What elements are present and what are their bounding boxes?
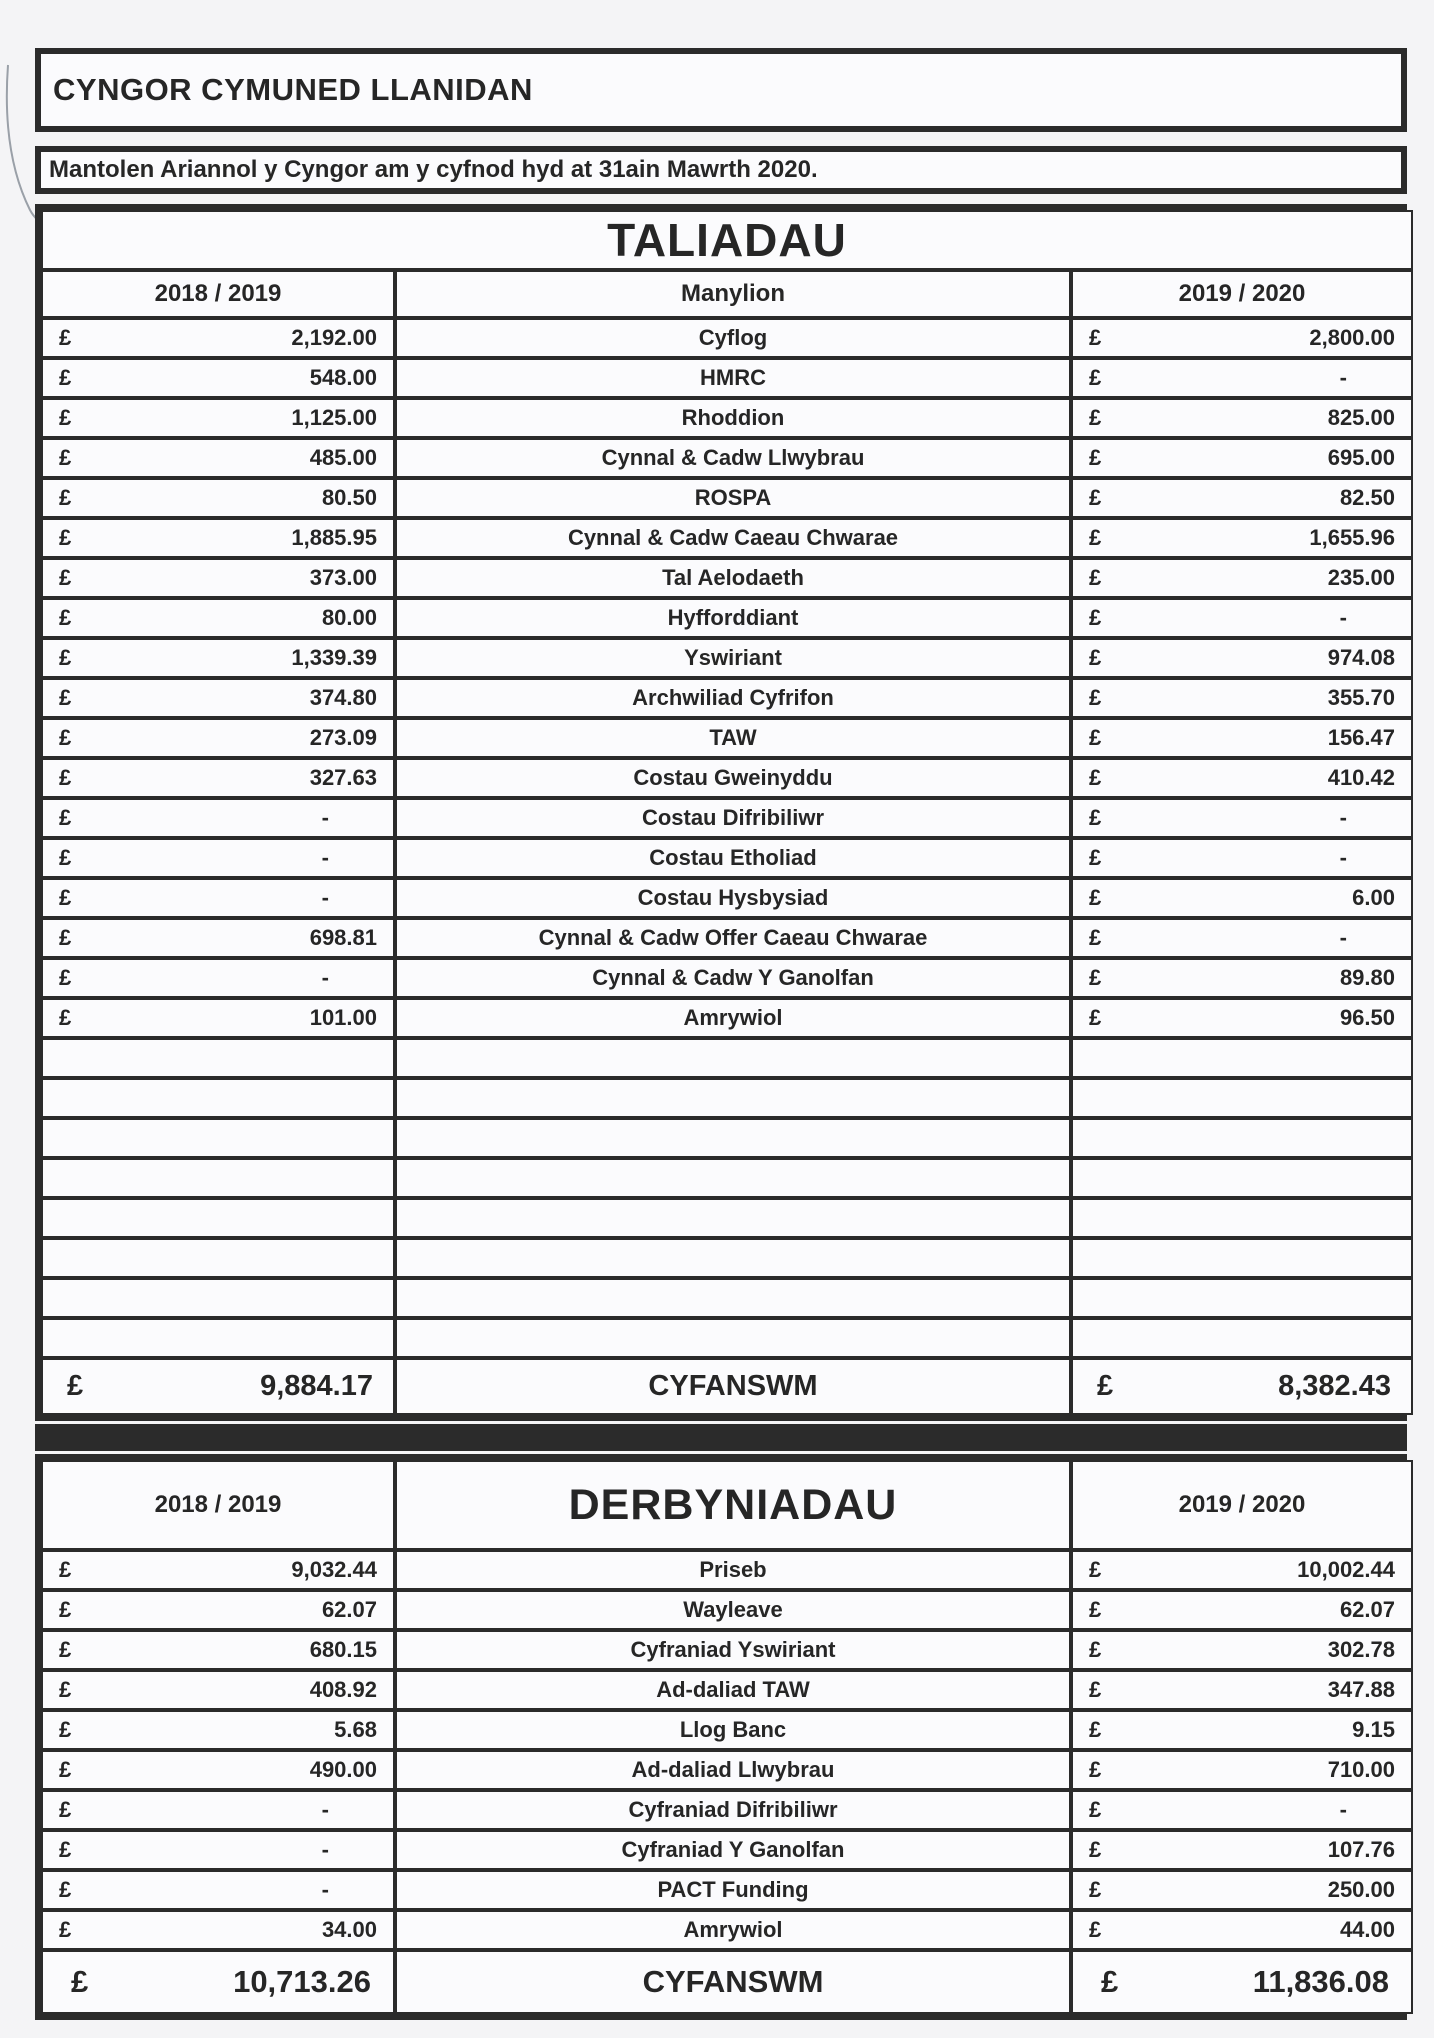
amount-cell-2019-2020 — [1071, 958, 1413, 998]
amount-cell-2019-2020 — [1071, 318, 1413, 358]
pound-sign: £ — [1089, 1837, 1102, 1862]
pound-sign: £ — [59, 1597, 72, 1622]
amount-cell-2018-2019 — [41, 558, 395, 598]
pound-sign: £ — [67, 1370, 84, 1402]
amount-value: - — [321, 845, 329, 870]
amount-value: 89.80 — [1339, 965, 1395, 990]
amount-value: 355.70 — [1327, 685, 1395, 710]
pound-sign: £ — [1089, 1877, 1102, 1902]
amount-cell-2018-2019 — [41, 798, 395, 838]
amount-value: 5.68 — [334, 1717, 377, 1742]
amount-value: 10,713.26 — [233, 1964, 371, 1999]
pound-sign: £ — [59, 925, 72, 950]
amount-cell-2019-2020 — [1071, 518, 1413, 558]
pound-sign: £ — [1089, 1797, 1102, 1822]
pound-sign: £ — [1089, 1005, 1102, 1030]
amount-cell-2018-2019 — [41, 958, 395, 998]
detail-cell: Llog Banc — [395, 1710, 1071, 1750]
pound-sign: £ — [59, 405, 72, 430]
scanned-page — [35, 48, 1407, 2020]
empty-cell — [395, 1238, 1071, 1278]
taliadau-table — [35, 204, 1407, 1421]
amount-value: 327.63 — [309, 765, 377, 790]
amount-value: - — [1339, 805, 1347, 830]
derbyniadau-title: DERBYNIADAU — [395, 1460, 1071, 1550]
amount-value: - — [321, 885, 329, 910]
amount-cell-2019-2020 — [1071, 1750, 1413, 1790]
amount-value: 235.00 — [1327, 565, 1395, 590]
amount-value: 485.00 — [309, 445, 377, 470]
pound-sign: £ — [1089, 1917, 1102, 1942]
amount-cell-2018-2019 — [41, 638, 395, 678]
pound-sign: £ — [1089, 925, 1102, 950]
pound-sign: £ — [1089, 1557, 1102, 1582]
amount-value: 107.76 — [1327, 1837, 1395, 1862]
empty-cell — [1071, 1078, 1413, 1118]
amount-value: 410.42 — [1327, 765, 1395, 790]
amount-cell-2018-2019 — [41, 1630, 395, 1670]
pound-sign: £ — [59, 1797, 72, 1822]
taliadau-col-manylion: Manylion — [395, 270, 1071, 318]
amount-value: 80.50 — [321, 485, 377, 510]
pound-sign: £ — [1089, 1757, 1102, 1782]
derbyniadau-col-2018-2019: 2018 / 2019 — [41, 1460, 395, 1550]
detail-cell: Cyflog — [395, 318, 1071, 358]
pound-sign: £ — [1089, 405, 1102, 430]
detail-cell: Hyfforddiant — [395, 598, 1071, 638]
pound-sign: £ — [1089, 445, 1102, 470]
amount-cell-2019-2020 — [1071, 718, 1413, 758]
amount-value: 490.00 — [309, 1757, 377, 1782]
pound-sign: £ — [59, 725, 72, 750]
empty-cell — [395, 1278, 1071, 1318]
pound-sign: £ — [1089, 1597, 1102, 1622]
amount-value: - — [1339, 605, 1347, 630]
pound-sign: £ — [1097, 1370, 1114, 1402]
pound-sign: £ — [59, 1557, 72, 1582]
detail-cell: Ad-daliad TAW — [395, 1670, 1071, 1710]
amount-cell-2018-2019 — [41, 398, 395, 438]
detail-cell: Costau Gweinyddu — [395, 758, 1071, 798]
page-subtitle: Mantolen Ariannol y Cyngor am y cyfnod hyd at 31ain Mawrth 2020. — [49, 156, 818, 183]
pound-sign: £ — [59, 605, 72, 630]
empty-cell — [41, 1278, 395, 1318]
pound-sign: £ — [59, 445, 72, 470]
subtitle-box — [35, 146, 1407, 194]
detail-cell: Costau Hysbysiad — [395, 878, 1071, 918]
pound-sign: £ — [1089, 765, 1102, 790]
org-title-box — [35, 48, 1407, 132]
detail-cell: HMRC — [395, 358, 1071, 398]
empty-cell — [395, 1118, 1071, 1158]
amount-value: 548.00 — [309, 365, 377, 390]
empty-cell — [395, 1038, 1071, 1078]
pound-sign: £ — [1089, 365, 1102, 390]
amount-value: 1,885.95 — [291, 525, 377, 550]
amount-value: 408.92 — [309, 1677, 377, 1702]
amount-value: 250.00 — [1327, 1877, 1395, 1902]
amount-cell-2019-2020 — [1071, 598, 1413, 638]
detail-cell: Amrywiol — [395, 998, 1071, 1038]
pound-sign: £ — [59, 1677, 72, 1702]
empty-cell — [1071, 1038, 1413, 1078]
amount-value: 710.00 — [1327, 1757, 1395, 1782]
empty-cell — [395, 1078, 1071, 1118]
amount-value: 2,800.00 — [1309, 325, 1395, 350]
amount-value: - — [321, 1877, 329, 1902]
amount-value: 34.00 — [321, 1917, 377, 1942]
amount-value: 101.00 — [309, 1005, 377, 1030]
detail-cell: ROSPA — [395, 478, 1071, 518]
amount-cell-2019-2020 — [1071, 1910, 1413, 1950]
amount-cell-2018-2019 — [41, 678, 395, 718]
amount-value: - — [1339, 925, 1347, 950]
detail-cell: Yswiriant — [395, 638, 1071, 678]
detail-cell: Tal Aelodaeth — [395, 558, 1071, 598]
amount-cell-2018-2019 — [41, 318, 395, 358]
pound-sign: £ — [1089, 885, 1102, 910]
amount-cell-2019-2020 — [1071, 838, 1413, 878]
amount-cell-2018-2019 — [41, 1550, 395, 1590]
amount-value: 1,339.39 — [291, 645, 377, 670]
amount-cell-2018-2019 — [41, 518, 395, 558]
amount-value: 1,125.00 — [291, 405, 377, 430]
pound-sign: £ — [59, 365, 72, 390]
org-title: CYNGOR CYMUNED LLANIDAN — [53, 72, 533, 107]
pound-sign: £ — [1089, 565, 1102, 590]
pound-sign: £ — [59, 645, 72, 670]
total-label: CYFANSWM — [395, 1358, 1071, 1415]
taliadau-col-2019-2020: 2019 / 2020 — [1071, 270, 1413, 318]
empty-cell — [1071, 1118, 1413, 1158]
pound-sign: £ — [59, 1837, 72, 1862]
amount-value: 80.00 — [321, 605, 377, 630]
pound-sign: £ — [59, 805, 72, 830]
pound-sign: £ — [59, 525, 72, 550]
derbyniadau-table — [35, 1454, 1407, 2020]
amount-cell-2019-2020 — [1071, 1670, 1413, 1710]
detail-cell: Wayleave — [395, 1590, 1071, 1630]
amount-cell-2019-2020 — [1071, 438, 1413, 478]
total-amount-2018-2019 — [41, 1950, 395, 2014]
detail-cell: PACT Funding — [395, 1870, 1071, 1910]
pound-sign: £ — [1089, 525, 1102, 550]
amount-cell-2018-2019 — [41, 438, 395, 478]
amount-cell-2019-2020 — [1071, 798, 1413, 838]
amount-value: - — [321, 965, 329, 990]
amount-cell-2018-2019 — [41, 598, 395, 638]
amount-value: 156.47 — [1327, 725, 1395, 750]
amount-value: 9,032.44 — [291, 1557, 377, 1582]
pound-sign: £ — [59, 1917, 72, 1942]
section-divider-bar — [35, 1424, 1407, 1451]
detail-cell: Cyfraniad Difribiliwr — [395, 1790, 1071, 1830]
amount-cell-2018-2019 — [41, 1830, 395, 1870]
taliadau-title: TALIADAU — [41, 210, 1413, 270]
pound-sign: £ — [1089, 325, 1102, 350]
amount-cell-2019-2020 — [1071, 558, 1413, 598]
amount-value: 11,836.08 — [1252, 1964, 1389, 1999]
detail-cell: Costau Etholiad — [395, 838, 1071, 878]
pound-sign: £ — [1101, 1964, 1119, 1999]
amount-cell-2019-2020 — [1071, 1550, 1413, 1590]
amount-value: 695.00 — [1327, 445, 1395, 470]
pound-sign: £ — [59, 485, 72, 510]
amount-value: 10,002.44 — [1297, 1557, 1395, 1582]
pound-sign: £ — [71, 1964, 89, 1999]
empty-cell — [395, 1158, 1071, 1198]
pound-sign: £ — [1089, 805, 1102, 830]
total-amount-2018-2019 — [41, 1358, 395, 1415]
amount-value: - — [321, 805, 329, 830]
empty-cell — [41, 1318, 395, 1358]
amount-cell-2018-2019 — [41, 1590, 395, 1630]
amount-value: 302.78 — [1327, 1637, 1395, 1662]
empty-cell — [41, 1158, 395, 1198]
pound-sign: £ — [1089, 685, 1102, 710]
amount-cell-2019-2020 — [1071, 998, 1413, 1038]
amount-cell-2018-2019 — [41, 1910, 395, 1950]
pound-sign: £ — [59, 845, 72, 870]
detail-cell: Cyfraniad Yswiriant — [395, 1630, 1071, 1670]
detail-cell: Cynnal & Cadw Caeau Chwarae — [395, 518, 1071, 558]
detail-cell: Cynnal & Cadw Offer Caeau Chwarae — [395, 918, 1071, 958]
pound-sign: £ — [59, 565, 72, 590]
detail-cell: Amrywiol — [395, 1910, 1071, 1950]
amount-value: 698.81 — [309, 925, 377, 950]
empty-cell — [1071, 1238, 1413, 1278]
amount-cell-2018-2019 — [41, 878, 395, 918]
amount-cell-2019-2020 — [1071, 1870, 1413, 1910]
pound-sign: £ — [1089, 1677, 1102, 1702]
amount-cell-2019-2020 — [1071, 1590, 1413, 1630]
amount-cell-2019-2020 — [1071, 478, 1413, 518]
pound-sign: £ — [59, 965, 72, 990]
detail-cell: Cyfraniad Y Ganolfan — [395, 1830, 1071, 1870]
amount-cell-2018-2019 — [41, 358, 395, 398]
amount-cell-2019-2020 — [1071, 1830, 1413, 1870]
empty-cell — [395, 1198, 1071, 1238]
amount-cell-2018-2019 — [41, 1750, 395, 1790]
amount-value: 82.50 — [1339, 485, 1395, 510]
pound-sign: £ — [59, 885, 72, 910]
amount-cell-2018-2019 — [41, 718, 395, 758]
total-amount-2019-2020 — [1071, 1358, 1413, 1415]
amount-value: 373.00 — [309, 565, 377, 590]
pound-sign: £ — [1089, 1637, 1102, 1662]
pound-sign: £ — [59, 765, 72, 790]
amount-cell-2019-2020 — [1071, 878, 1413, 918]
amount-cell-2018-2019 — [41, 478, 395, 518]
amount-value: 680.15 — [309, 1637, 377, 1662]
taliadau-col-2018-2019: 2018 / 2019 — [41, 270, 395, 318]
amount-cell-2019-2020 — [1071, 398, 1413, 438]
amount-value: 44.00 — [1339, 1917, 1395, 1942]
amount-cell-2018-2019 — [41, 998, 395, 1038]
pound-sign: £ — [1089, 1717, 1102, 1742]
empty-cell — [1071, 1318, 1413, 1358]
amount-value: 9.15 — [1352, 1717, 1395, 1742]
pound-sign: £ — [1089, 725, 1102, 750]
pound-sign: £ — [1089, 965, 1102, 990]
empty-cell — [1071, 1278, 1413, 1318]
empty-cell — [41, 1238, 395, 1278]
amount-cell-2019-2020 — [1071, 358, 1413, 398]
amount-value: - — [1339, 365, 1347, 390]
amount-value: 374.80 — [309, 685, 377, 710]
amount-value: 62.07 — [1339, 1597, 1395, 1622]
amount-value: 273.09 — [309, 725, 377, 750]
amount-cell-2019-2020 — [1071, 638, 1413, 678]
pound-sign: £ — [1089, 645, 1102, 670]
pound-sign: £ — [59, 325, 72, 350]
pound-sign: £ — [59, 1637, 72, 1662]
amount-value: - — [1339, 845, 1347, 870]
pound-sign: £ — [1089, 845, 1102, 870]
amount-cell-2019-2020 — [1071, 1710, 1413, 1750]
amount-value: 96.50 — [1339, 1005, 1395, 1030]
pound-sign: £ — [59, 1757, 72, 1782]
total-label: CYFANSWM — [395, 1950, 1071, 2014]
derbyniadau-col-2019-2020: 2019 / 2020 — [1071, 1460, 1413, 1550]
amount-value: 2,192.00 — [291, 325, 377, 350]
detail-cell: Rhoddion — [395, 398, 1071, 438]
amount-cell-2018-2019 — [41, 1670, 395, 1710]
empty-cell — [41, 1118, 395, 1158]
amount-value: 9,884.17 — [260, 1370, 373, 1402]
amount-cell-2019-2020 — [1071, 758, 1413, 798]
amount-cell-2019-2020 — [1071, 1630, 1413, 1670]
detail-cell: Costau Difribiliwr — [395, 798, 1071, 838]
empty-cell — [41, 1078, 395, 1118]
empty-cell — [41, 1038, 395, 1078]
pound-sign: £ — [59, 1005, 72, 1030]
amount-cell-2019-2020 — [1071, 678, 1413, 718]
amount-value: 974.08 — [1327, 645, 1395, 670]
detail-cell: Cynnal & Cadw Llwybrau — [395, 438, 1071, 478]
amount-value: 62.07 — [321, 1597, 377, 1622]
amount-cell-2019-2020 — [1071, 918, 1413, 958]
pound-sign: £ — [59, 1877, 72, 1902]
pound-sign: £ — [59, 1717, 72, 1742]
amount-value: - — [321, 1797, 329, 1822]
amount-cell-2018-2019 — [41, 838, 395, 878]
pound-sign: £ — [1089, 485, 1102, 510]
total-amount-2019-2020 — [1071, 1950, 1413, 2014]
amount-value: - — [321, 1837, 329, 1862]
amount-cell-2018-2019 — [41, 1790, 395, 1830]
empty-cell — [41, 1198, 395, 1238]
amount-cell-2018-2019 — [41, 918, 395, 958]
pound-sign: £ — [59, 685, 72, 710]
pound-sign: £ — [1089, 605, 1102, 630]
detail-cell: Cynnal & Cadw Y Ganolfan — [395, 958, 1071, 998]
empty-cell — [1071, 1198, 1413, 1238]
amount-value: 8,382.43 — [1278, 1370, 1391, 1402]
empty-cell — [395, 1318, 1071, 1358]
detail-cell: Ad-daliad Llwybrau — [395, 1750, 1071, 1790]
amount-value: 6.00 — [1352, 885, 1395, 910]
amount-cell-2018-2019 — [41, 1710, 395, 1750]
amount-value: - — [1339, 1797, 1347, 1822]
detail-cell: Archwiliad Cyfrifon — [395, 678, 1071, 718]
amount-value: 825.00 — [1327, 405, 1395, 430]
amount-value: 347.88 — [1327, 1677, 1395, 1702]
detail-cell: TAW — [395, 718, 1071, 758]
amount-cell-2018-2019 — [41, 1870, 395, 1910]
empty-cell — [1071, 1158, 1413, 1198]
amount-value: 1,655.96 — [1309, 525, 1395, 550]
amount-cell-2018-2019 — [41, 758, 395, 798]
amount-cell-2019-2020 — [1071, 1790, 1413, 1830]
detail-cell: Priseb — [395, 1550, 1071, 1590]
